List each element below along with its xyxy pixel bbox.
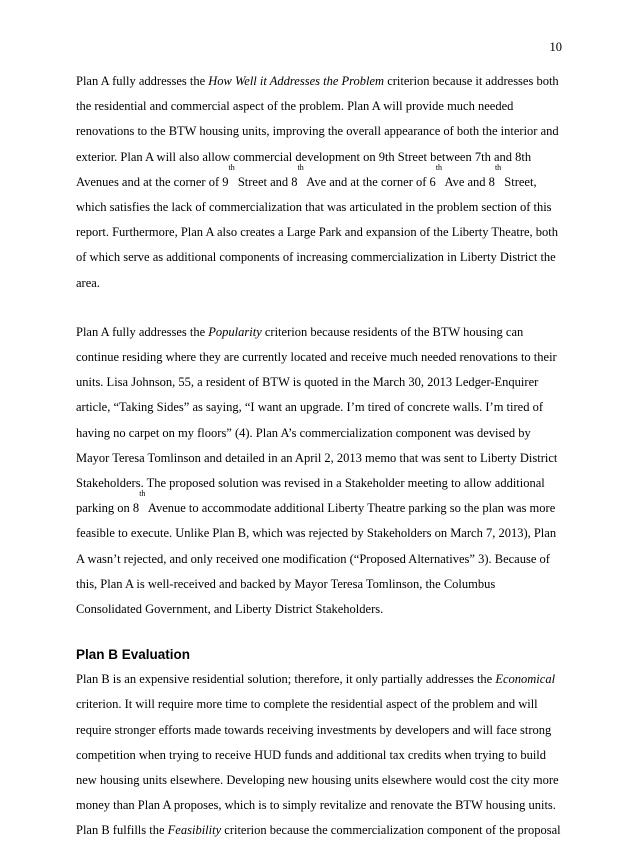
text-line: area. [76,275,100,290]
text-line: Plan B is an expensive residential solution; therefore, it only partially addresses the Economical [76,672,556,687]
text-line: renovations to the BTW housing units, improving the overall appearance of both the interior and [76,124,559,139]
text-line: this, Plan A is well-received and backed by Mayor Teresa Tomlinson, the Columbus [76,576,496,591]
text-line: money than Plan A proposes, which is to simply revitalize and renovate the BTW housing units. [76,798,556,813]
text-line: Consolidated Government, and Liberty District Stakeholders. [76,602,384,617]
text-line: criterion. It will require more time to complete the residential aspect of the problem and will [76,697,538,712]
text-line: A wasn’t rejected, and only received one modification (“Proposed Alternatives” 3). Because of [76,551,550,566]
criterion-name: Economical [495,672,556,687]
text-line: the residential and commercial aspect of the problem. Plan A will provide much needed [76,99,514,114]
paragraph-spacer [76,296,566,320]
text-line: which satisfies the lack of commercialization that was articulated in the problem section of this [76,200,552,215]
page-number: 10 [549,40,562,54]
text-line: Plan A fully addresses the How Well it Addresses the Problem criterion because it addresses both [76,74,559,88]
text-line: units. Lisa Johnson, 55, a resident of BTW is quoted in the March 30, 2013 Ledger-Enquirer [76,375,539,390]
text-line: Mayor Teresa Tomlinson and detailed in an April 2, 2013 memo that was sent to Liberty District [76,450,558,465]
text-line: Avenues and at the corner of 9th Street and 8th Ave and at the corner of 6th Ave and 8th Street, [76,162,537,189]
text-line: Stakeholders. The proposed solution was revised in a Stakeholder meeting to allow additional [76,476,545,491]
text-line: having no carpet on my floors” (4). Plan A’s commercialization component was devised by [76,425,531,440]
text-line: Plan B fulfills the Feasibility criterion because the commercialization component of the proposal [76,823,561,838]
text-line: article, “Taking Sides” as saying, “I want an upgrade. I’m tired of concrete walls. I’m tired of [76,400,544,415]
text-line: continue residing where they are currently located and receive much needed renovations to their [76,350,557,365]
criterion-name: Popularity [208,324,262,339]
text-line: feasible to execute. Unlike Plan B, which was rejected by Stakeholders on March 7, 2013), Plan [76,526,557,541]
text-line: exterior. Plan A will also allow commercial development on 9th Street between 7th and 8th [76,149,532,164]
criterion-name: How Well it Addresses the Problem [208,74,385,88]
section-spacer [76,622,566,642]
text-line: competition when trying to receive HUD funds and additional tax credits when trying to build [76,747,547,762]
paragraph-plan-a-problem [76,69,566,296]
text-line: report. Furthermore, Plan A also creates a Large Park and expansion of the Liberty Theatre, both [76,225,559,240]
text-line: of which serve as additional components of increasing commercialization in Liberty District the [76,250,556,265]
text-line: parking on 8th Avenue to accommodate additional Liberty Theatre parking so the plan was more [76,489,556,516]
text-line: require stronger efforts made towards receiving investments by developers and will face strong [76,722,552,737]
text-line: Plan A fully addresses the Popularity criterion because residents of the BTW housing can [76,324,524,339]
section-heading: Plan B Evaluation [76,647,191,663]
document-body [76,69,566,844]
paragraph-plan-a-popularity [76,320,566,622]
text-line: new housing units elsewhere. Developing new housing units elsewhere would cost the city more [76,773,559,788]
paragraph-plan-b-economical [76,667,566,843]
criterion-name: Feasibility [167,823,222,838]
